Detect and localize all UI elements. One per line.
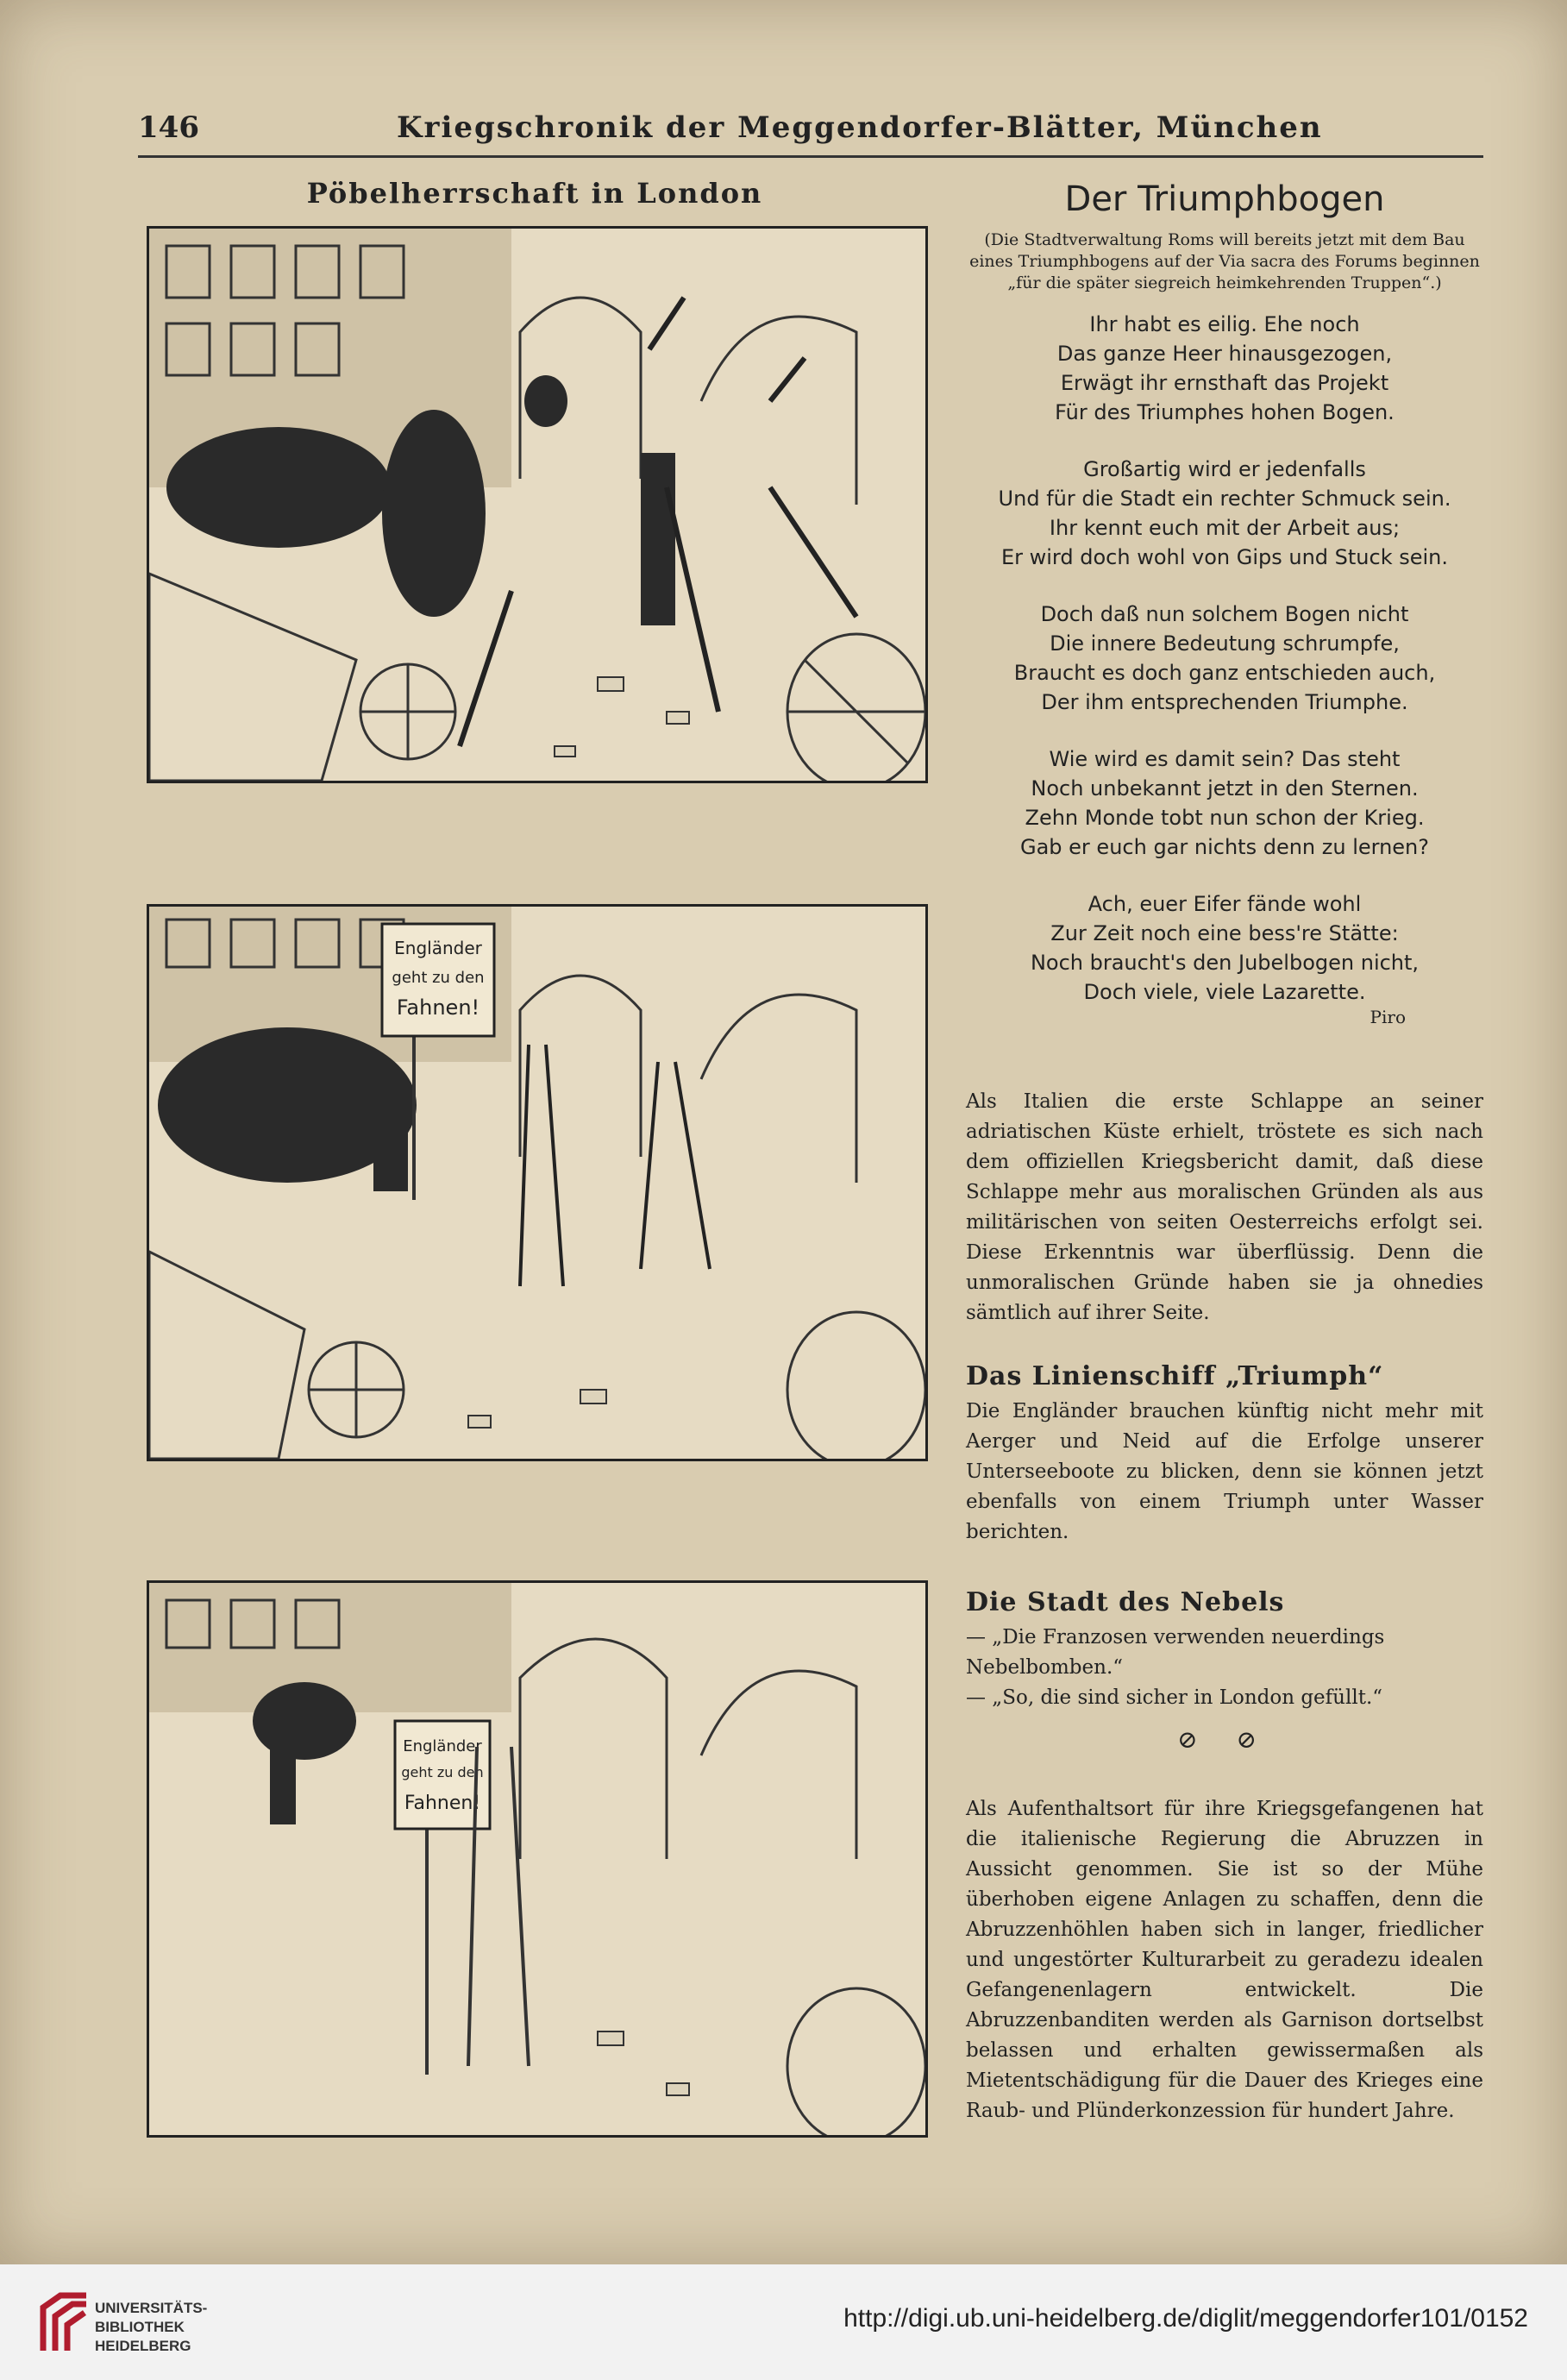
verse-line: Doch daß nun solchem Bogen nicht (1040, 602, 1409, 626)
panel-3-illustration (149, 1583, 925, 2135)
library-name (95, 2299, 207, 2356)
panel-1-illustration (149, 229, 925, 781)
poem-title: Der Triumphbogen (1064, 179, 1385, 219)
verse-line: Das ganze Heer hinausgezogen, (1056, 342, 1393, 366)
dialogue-line: — „Die Franzosen verwenden neuerdings Nebelbomben.“ (966, 1626, 1385, 1679)
article-triumph (966, 1361, 1483, 1548)
poem-stanza (966, 889, 1483, 1007)
article-fog-city (966, 1587, 1483, 1754)
verse-line: Er wird doch wohl von Gips und Stuck sein. (1000, 545, 1449, 569)
sign-line-2: geht zu den (392, 969, 485, 987)
running-head: Kriegschronik der Meggendorfer-Blätter, München (397, 110, 1323, 145)
cartoon-panel-1 (147, 226, 928, 783)
poem-stanza (966, 455, 1483, 572)
sign-line-1: Engländer (394, 938, 482, 958)
verse-line: Die innere Bedeutung schrumpfe, (1050, 631, 1400, 656)
verse-line: Doch viele, viele Lazarette. (1083, 980, 1366, 1004)
verse-line: Zehn Monde tobt nun schon der Krieg. (1025, 806, 1425, 830)
verse-line: Braucht es doch ganz entschieden auch, (1013, 661, 1436, 685)
verse-line: Für des Triumphes hohen Bogen. (1055, 400, 1395, 424)
poem-stanza (966, 744, 1483, 862)
verse-line: Und für die Stadt ein rechter Schmuck sein. (998, 487, 1451, 511)
verse-line: Erwägt ihr ernsthaft das Projekt (1060, 371, 1389, 395)
verse-line: Zur Zeit noch eine bess're Stätte: (1050, 921, 1399, 945)
poem-stanza (966, 600, 1483, 717)
poem-stanza (966, 310, 1483, 427)
dialogue-line: — „So, die sind sicher in London gefüllt.“ (966, 1686, 1383, 1709)
article-body: Die Engländer brauchen künftig nicht mehr mit Aerger und Neid auf die Erfolge unserer Unterseeboote zu blicken, denn sie können jetzt ebenfalls von einem Triumph unter Wasser berichten. (966, 1400, 1483, 1543)
sign-line-3: Fahnen! (404, 1793, 481, 1814)
section-divider: ⊘ ⊘ (1177, 1725, 1272, 1754)
poem-intro: (Die Stadtverwaltung Roms will bereits jetzt mit dem Bau eines Triumphbogens auf der Via sacra des Forums beginnen „für die später siegreich heimkehrenden Truppen“.) (969, 230, 1480, 292)
sign-line-2: geht zu den (401, 1764, 484, 1780)
verse-line: Ihr habt es eilig. Ehe noch (1089, 312, 1360, 336)
cartoon-title: Pöbelherrschaft in London (306, 177, 763, 210)
verse-line: Ihr kennt euch mit der Arbeit aus; (1049, 516, 1401, 540)
library-footer (0, 2264, 1567, 2380)
cartoon-panel-2 (147, 904, 928, 1461)
verse-line: Der ihm entsprechenden Triumphe. (1041, 690, 1408, 714)
source-url-link[interactable]: http://digi.ub.uni-heidelberg.de/diglit/meggendorfer101/0152 (843, 2304, 1528, 2333)
poem (966, 179, 1483, 1027)
sign-line-1: Engländer (403, 1737, 482, 1755)
verse-line: Gab er euch gar nichts denn zu lernen? (1020, 835, 1429, 859)
page-number: 146 (138, 110, 199, 145)
university-library-logo (34, 2290, 95, 2358)
article-heading: Die Stadt des Nebels (966, 1587, 1285, 1617)
verse-line: Noch unbekannt jetzt in den Sternen. (1031, 776, 1419, 801)
panel-2-illustration (149, 907, 925, 1459)
poem-author: Piro (1370, 1007, 1406, 1027)
library-name-line: BIBLIOTHEK (95, 2319, 185, 2335)
library-name-line: HEIDELBERG (95, 2338, 191, 2354)
header-rule (138, 155, 1483, 158)
library-name-line: UNIVERSITÄTS- (95, 2300, 208, 2316)
article-heading: Das Linienschiff „Triumph“ (966, 1361, 1384, 1391)
page-header (138, 110, 1323, 145)
verse-line: Großartig wird er jedenfalls (1083, 457, 1366, 481)
verse-line: Ach, euer Eifer fände wohl (1087, 892, 1362, 916)
verse-line: Wie wird es damit sein? Das steht (1049, 747, 1401, 771)
article-italy-setback: Als Italien die erste Schlappe an seiner adriatischen Küste erhielt, tröstete es sich nach dem offiziellen Kriegsbericht damit, daß diese Schlappe mehr aus moralischen Gründen als aus militärischen von seiten Oesterreichs erfolgt sei. Diese Erkenntnis war überflüssig. Denn die unmoralischen Gründe haben sie ja ohnedies sämtlich auf ihrer Seite. (966, 1090, 1483, 1324)
verse-line: Noch braucht's den Jubelbogen nicht, (1030, 951, 1420, 975)
article-abruzzi-prisoners: Als Aufenthaltsort für ihre Kriegsgefangenen hat die italienische Regierung die Abruzzen in Aussicht genommen. Sie ist so der Mühe überhoben eigene Anlagen zu schaffen, denn die Abruzzenhöhlen haben sich in langer, friedlicher und ungestörter Kulturarbeit zu geradezu idealen Gefangenenlagern entwickelt. Die Abruzzenbanditen werden als Garnison dortselbst belassen und erhalten gewissermaßen als Mietentschädigung für die Dauer des Krieges eine Raub- und Plünderkonzession für hundert Jahre. (966, 1798, 1483, 2122)
cartoon-panel-3 (147, 1580, 928, 2138)
sign-line-3: Fahnen! (396, 995, 480, 1020)
